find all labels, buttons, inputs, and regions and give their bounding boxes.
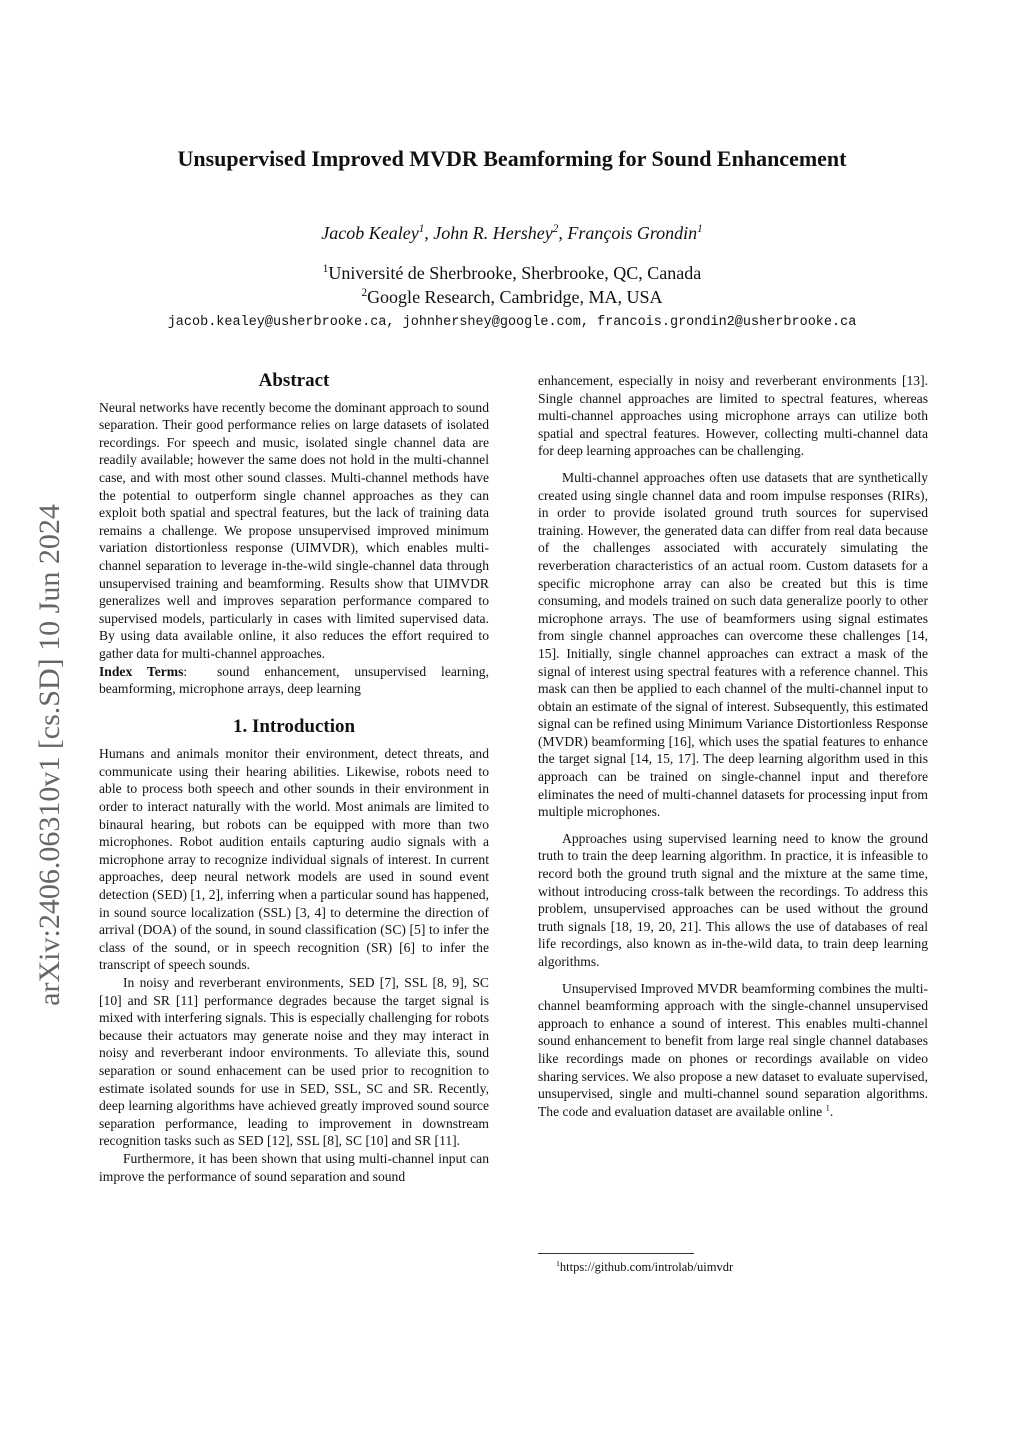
author-affil-marker: 2: [552, 223, 559, 235]
intro-paragraph: enhancement, especially in noisy and reverberant environments [13]. Single channel approaches are limited to spectral features, whereas multi-channel approaches using microphone arrays can utilize both spatial and spectral features. However, collecting multi-channel data for deep learning approaches can be challenging.: [538, 373, 928, 459]
intro-paragraph: Approaches using supervised learning need to know the ground truth to train the deep learning algorithm. In practice, it is infeasible to record both the ground truth signal and the mixture at the same time, without introducing cross-talk between the recordings. To address this problem, unsupervised approaches can be used without the ground truth signals [18, 19, 20, 21]. This allows the use of databases of real life recordings, also known as in-the-wild data, to train deep learning algorithms.: [538, 830, 928, 969]
footnote-divider: [538, 1253, 694, 1254]
footnote-link[interactable]: https://github.com/introlab/uimvdr: [559, 1260, 734, 1274]
author-emails: jacob.kealey@usherbrooke.ca, johnhershey@google.com, francois.grondin2@usherbrooke.ca: [167, 315, 857, 330]
abstract-text: Neural networks have recently become the dominant approach to sound separation. Their good performance relies on large datasets of isolated recordings. For speech and music, isolated single channel data are readily available; however the same does not hold in the multi-channel case, and with most other sound classes. Multi-channel methods have the potential to outperform single channel approaches as they can exploit both spatial and spectral features, but the lack of training data remains a challenge. We propose unsupervised improved minimum variation distortionless response (UIMVDR), which enables multi-channel separation to leverage in-the-wild single-channel data through unsupervised training and beamforming. Results show that UIMVDR generalizes well and improves separation performance compared to supervised models, particularly in cases with limited supervised data. By using data available online, it also reduces the effort required to gather data for multi-channel approaches.: [99, 399, 489, 661]
footnote: [556, 1260, 733, 1275]
abstract-heading: Abstract: [258, 370, 330, 391]
intro-paragraph: Humans and animals monitor their environment, detect threats, and communicate using their hearing abilities. Likewise, robots need to able to process both speech and other sounds in their environment in order to interact naturally with the world. Most animals are limited to binaural hearing, but robots can be equipped with more than two microphones. Robot audition entails capturing audio signals with a microphone array to recognize individual signals of interest. In current approaches, deep neural network models are used in sound event detection (SED) [1, 2], inferring when a particular sound has happened, in sound source localization (SSL) [3, 4] to determine the direction of arrival (DOA) of the sound, in sound classification (SC) [5] to infer the class of the sound, or in speech recognition (SR) [6] to infer the transcript of speech sounds.: [99, 746, 489, 973]
affiliation-marker: 2: [361, 287, 368, 299]
index-terms: Index Terms: sound enhancement, unsupervised learning, beamforming, microphone arrays, deep learning: [99, 663, 489, 697]
affiliation: [0, 287, 1024, 308]
footnote-marker: 1: [556, 1258, 560, 1268]
author-name: John R. Hershey: [433, 223, 553, 243]
intro-paragraph-text: Unsupervised Improved MVDR beamforming combines the multi-channel beamforming approach with the single-channel unsupervised approach to enhance a sound of interest. This enables multi-channel sound enhancement to benefit from large real single channel databases like recordings made on phones or recordings available on video sharing services. We also propose a new dataset to evaluate supervised, unsupervised, single and multi-channel sound separation algorithms. The code and evaluation dataset are available online: [538, 980, 928, 1119]
intro-paragraph: Furthermore, it has been shown that using multi-channel input can improve the performance of sound separation and sound: [99, 1150, 489, 1184]
author-affil-marker: 1: [697, 223, 703, 235]
intro-paragraph: In noisy and reverberant environments, SED [7], SSL [8, 9], SC [10] and SR [11] performance degrades because the target signal is mixed with interfering signals. This is especially challenging for robots because their actuators may generate noise and they may interact in noisy and reverberant indoor environments. To alleviate this, sound separation or sound enhacement can be used prior to recognition to estimate isolated sounds for use in SED, SSL, SC and SR. Recently, deep learning algorithms have achieved greatly improved sound source separation performance, leading to improvement in downstream recognition tasks such as SED [12], SSL [8], SC [10] and SR [11].: [99, 975, 489, 1149]
affiliation: [0, 263, 1024, 284]
intro-paragraph: Multi-channel approaches often use datasets that are synthetically created using single channel data and room impulse responses (RIRs), in order to provide isolated ground truth sources for supervised training. However, the generated data can differ from real data because of the challenges associated with accurately simulating the reverberation characteristics of an actual room. Custom datasets for a specific microphone array can also be created but this is time consuming, and models trained on such data generalize poorly to other microphone arrays. The use of beamformers using signal estimates from single channel approaches can overcome these challenges [14, 15]. Initially, single channel approaches can extract a mask of the signal of interest using spectral features with a reference channel. This mask can then be applied to each channel of the multi-channel input to obtain an estimate of the signal of interest. Subsequently, this estimated signal can be refined using Minimum Variance Distortionless Response (MVDR) beamforming [16], which uses the spatial features to enhance the target signal [14, 15, 17]. The deep learning algorithm used in this approach can be trained on single-channel input and therefore eliminates the need of multi-channel datasets for processing input from multiple microphones.: [538, 469, 928, 820]
arxiv-identifier: arXiv:2406.06310v1 [cs.SD] 10 Jun 2024: [33, 504, 66, 1006]
author-list: Jacob Kealey$^1$, John R. Hershey$^2$, François Grondin$^1$: [321, 223, 703, 243]
intro-paragraph: Unsupervised Improved MVDR beamforming combines the multi-channel beamforming approach with the single-channel unsupervised approach to enhance a sound of interest. This enables multi-channel sound enhancement to benefit from large real single channel databases like recordings made on phones or recordings available on video sharing services. We also propose a new dataset to evaluate supervised, unsupervised, single and multi-channel sound separation algorithms. The code and evaluation dataset are available online $^1$.: [538, 980, 928, 1119]
author-name: Jacob Kealey: [321, 223, 419, 243]
footnote-reference[interactable]: 1: [825, 1102, 830, 1113]
section-heading-introduction: 1. Introduction: [232, 715, 356, 737]
index-terms-text: sound enhancement, unsupervised learning, beamforming, microphone arrays, deep learning: [99, 663, 489, 697]
left-column: [99, 372, 489, 1185]
index-terms-label: Index Terms: [99, 663, 184, 679]
affiliation-text: Université de Sherbrooke, Sherbrooke, QC, Canada: [328, 263, 702, 283]
author-affil-marker: 1: [418, 223, 425, 235]
author-name: François Grondin: [567, 223, 698, 243]
paper-title: Unsupervised Improved MVDR Beamforming for Sound Enhancement: [177, 146, 847, 171]
affiliation-text: Google Research, Cambridge, MA, USA: [367, 287, 663, 307]
right-column: [538, 372, 928, 1120]
affiliation-marker: 1: [322, 263, 329, 275]
